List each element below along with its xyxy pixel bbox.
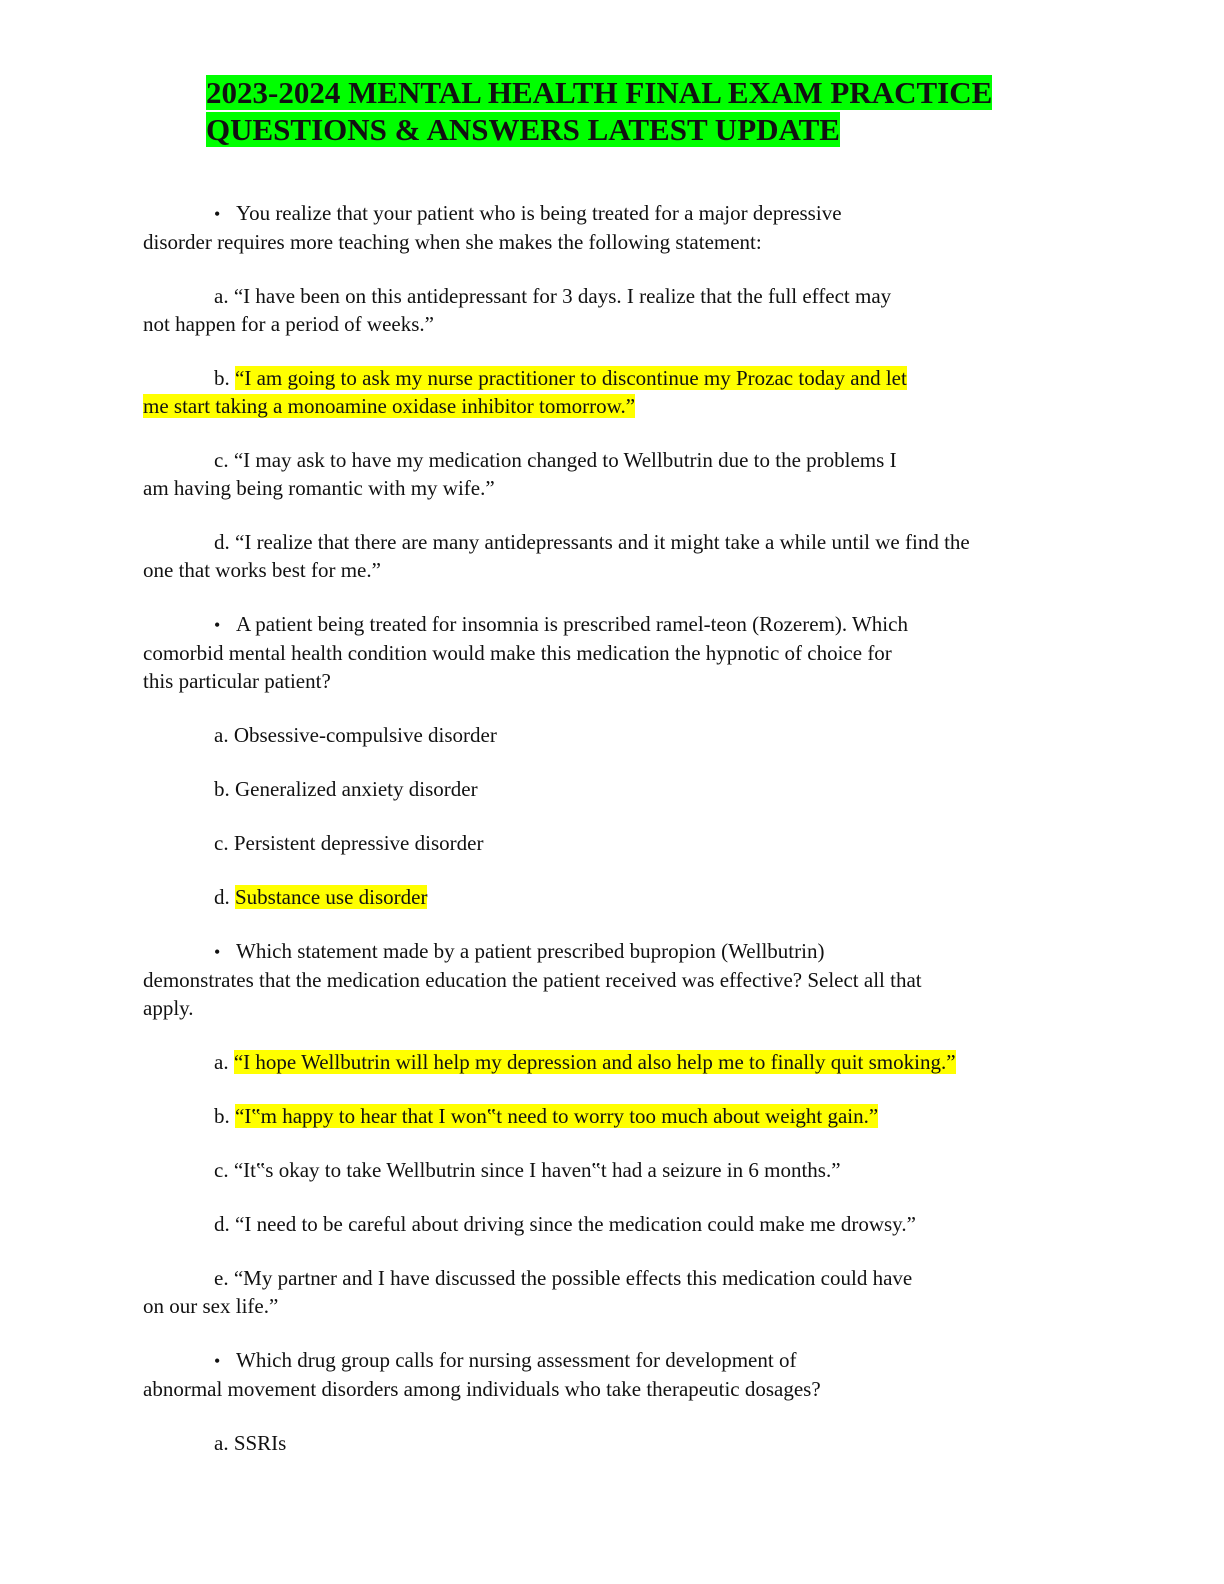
question-3-stem: • Which statement made by a patient prescribed bupropion (Wellbutrin) demonstrates that the medication education the patient received was effective? Select all that apply. — [143, 939, 922, 1020]
question-4-option-a: a. SSRIs — [214, 1431, 287, 1455]
question-1-stem: • You realize that your patient who is being treated for a major depressive disorder requires more teaching when she makes the following statement: — [143, 201, 842, 254]
question-2-stem: • A patient being treated for insomnia is prescribed ramel-teon (Rozerem). Which comorbid mental health condition would make this medication the hypnotic of choice for this particular patient? — [143, 612, 908, 693]
question-3-option-d: d. “I need to be careful about driving since the medication could make me drowsy.” — [214, 1212, 916, 1236]
bullet-icon: • — [214, 204, 221, 224]
question-1-option-d: d. “I realize that there are many antidepressants and it might take a while until we find the one that works best for me.” — [143, 530, 970, 582]
bullet-icon: • — [214, 615, 221, 635]
question-2-option-a: a. Obsessive-compulsive disorder — [214, 723, 497, 747]
question-3-option-e: e. “My partner and I have discussed the possible effects this medication could have on our sex life.” — [143, 1266, 913, 1318]
title-line-2: QUESTIONS & ANSWERS LATEST UPDATE — [206, 112, 840, 147]
question-2-option-b: b. Generalized anxiety disorder — [214, 777, 478, 801]
title-line-1: 2023-2024 MENTAL HEALTH FINAL EXAM PRACTICE — [206, 75, 993, 110]
question-1-option-c: c. “I may ask to have my medication changed to Wellbutrin due to the problems I am having being romantic with my wife.” — [143, 448, 897, 500]
question-3-option-c: c. “It‟s okay to take Wellbutrin since I haven‟t had a seizure in 6 months.” — [214, 1158, 841, 1182]
question-1-option-a: a. “I have been on this antidepressant for 3 days. I realize that the full effect may not happen for a period of weeks.” — [143, 284, 892, 336]
bullet-icon: • — [214, 1351, 221, 1371]
question-2-option-d-answer: d. Substance use disorder — [214, 885, 428, 909]
question-1-option-b-answer: b. “I am going to ask my nurse practitioner to discontinue my Prozac today and let me start taking a monoamine oxidase inhibitor tomorrow.” — [143, 366, 907, 418]
question-3-option-b-answer: b. “I‟m happy to hear that I won‟t need to worry too much about weight gain.” — [214, 1104, 879, 1128]
questions-body — [143, 199, 1103, 1483]
question-2-option-c: c. Persistent depressive disorder — [214, 831, 484, 855]
bullet-icon: • — [214, 942, 221, 962]
document-title — [206, 74, 1106, 148]
question-3-option-a-answer: a. “I hope Wellbutrin will help my depression and also help me to finally quit smoking.” — [214, 1050, 956, 1074]
question-4-stem: • Which drug group calls for nursing assessment for development of abnormal movement disorders among individuals who take therapeutic dosages? — [143, 1348, 821, 1401]
